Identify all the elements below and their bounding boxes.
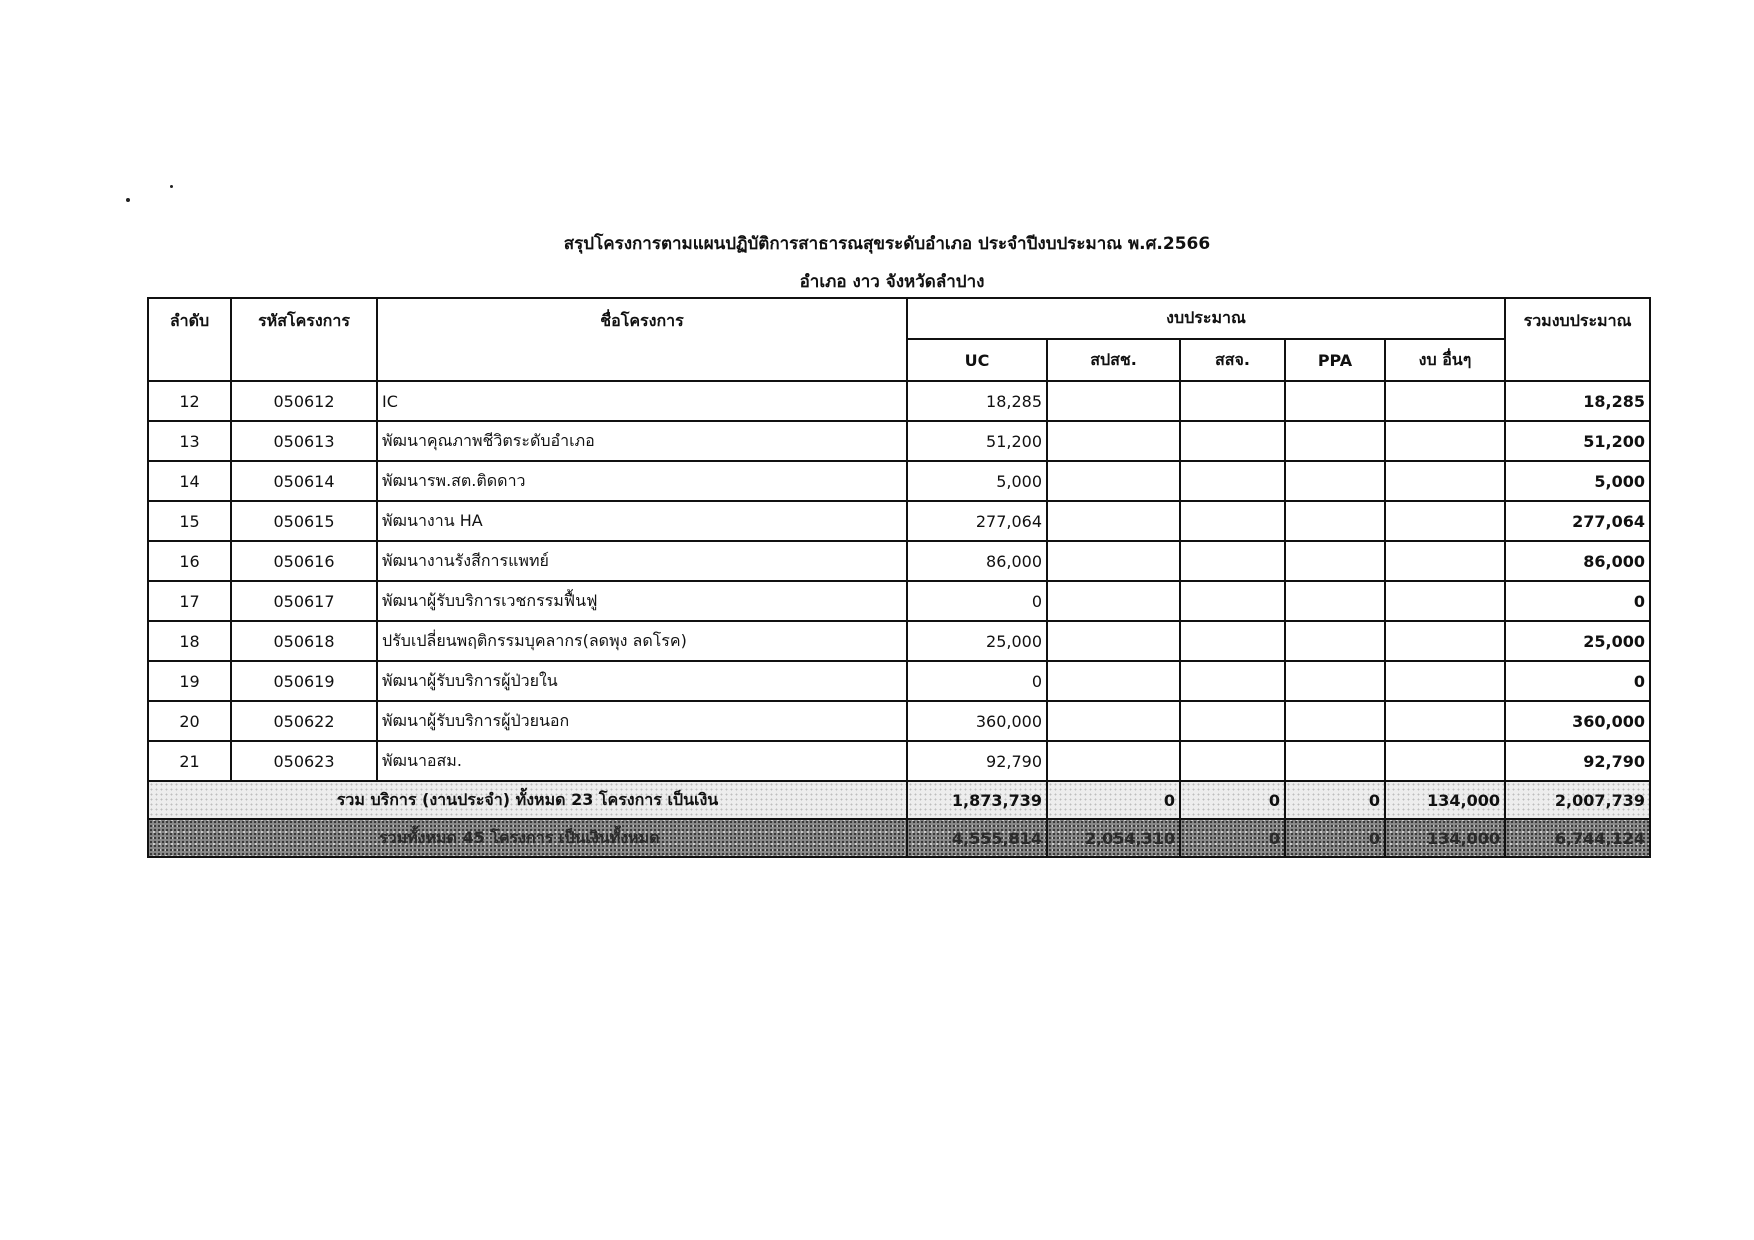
row-code: 050616 [231, 541, 377, 581]
scan-speck [126, 198, 130, 202]
row-uc: 25,000 [907, 621, 1047, 661]
row-ssj [1180, 501, 1285, 541]
service-total-sum: 2,007,739 [1505, 781, 1650, 819]
row-spsch [1047, 461, 1180, 501]
row-other [1385, 701, 1505, 741]
row-name: พัฒนางาน HA [377, 501, 907, 541]
row-code: 050612 [231, 381, 377, 421]
document-subtitle: อำเภอ งาว จังหวัดลำปาง [799, 272, 985, 292]
row-seq: 21 [148, 741, 231, 781]
row-spsch [1047, 581, 1180, 621]
row-ppa [1285, 581, 1385, 621]
row-total: 277,064 [1505, 501, 1650, 541]
header-name: ชื่อโครงการ [377, 298, 907, 381]
budget-summary-table [147, 297, 1651, 858]
row-other [1385, 541, 1505, 581]
row-total: 18,285 [1505, 381, 1650, 421]
row-seq: 17 [148, 581, 231, 621]
row-name: พัฒนางานรังสีการแพทย์ [377, 541, 907, 581]
grand-total-sum: 6,744,124 [1505, 819, 1650, 857]
row-ssj [1180, 661, 1285, 701]
grand-total-ppa: 0 [1285, 819, 1385, 857]
row-name: พัฒนาคุณภาพชีวิตระดับอำเภอ [377, 421, 907, 461]
row-seq: 16 [148, 541, 231, 581]
row-seq: 19 [148, 661, 231, 701]
scan-speck [170, 185, 173, 188]
row-total: 0 [1505, 661, 1650, 701]
row-name: ปรับเปลี่ยนพฤติกรรมบุคลากร(ลดพุง ลดโรค) [377, 621, 907, 661]
row-total: 92,790 [1505, 741, 1650, 781]
service-total-uc: 1,873,739 [907, 781, 1047, 819]
row-code: 050615 [231, 501, 377, 541]
row-ssj [1180, 541, 1285, 581]
grand-total-uc: 4,555,814 [907, 819, 1047, 857]
table-body [148, 381, 1650, 857]
table-row [148, 581, 1650, 621]
service-total-ssj: 0 [1180, 781, 1285, 819]
row-code: 050618 [231, 621, 377, 661]
row-ppa [1285, 421, 1385, 461]
row-uc: 0 [907, 581, 1047, 621]
service-total-spsch: 0 [1047, 781, 1180, 819]
row-ppa [1285, 661, 1385, 701]
grand-total-other: 134,000 [1385, 819, 1505, 857]
row-name: พัฒนาผู้รับบริการเวชกรรมฟื้นฟู [377, 581, 907, 621]
row-ssj [1180, 461, 1285, 501]
header-code: รหัสโครงการ [231, 298, 377, 381]
row-spsch [1047, 541, 1180, 581]
row-uc: 86,000 [907, 541, 1047, 581]
row-ssj [1180, 741, 1285, 781]
service-total-label: รวม บริการ (งานประจำ) ทั้งหมด 23 โครงการ เป็นเงิน [148, 781, 907, 819]
header-other: งบ อื่นๆ [1385, 339, 1505, 381]
row-seq: 20 [148, 701, 231, 741]
header-seq: ลำดับ [148, 298, 231, 381]
table-row [148, 501, 1650, 541]
row-ssj [1180, 381, 1285, 421]
table-row [148, 461, 1650, 501]
row-other [1385, 501, 1505, 541]
header-budget: งบประมาณ [907, 298, 1505, 339]
row-code: 050617 [231, 581, 377, 621]
header-total: รวมงบประมาณ [1505, 298, 1650, 381]
table-row [148, 541, 1650, 581]
table-row [148, 421, 1650, 461]
row-uc: 92,790 [907, 741, 1047, 781]
table-row [148, 741, 1650, 781]
row-spsch [1047, 421, 1180, 461]
row-seq: 18 [148, 621, 231, 661]
grand-total-spsch: 2,054,310 [1047, 819, 1180, 857]
row-code: 050623 [231, 741, 377, 781]
row-seq: 15 [148, 501, 231, 541]
row-ssj [1180, 621, 1285, 661]
row-ssj [1180, 581, 1285, 621]
row-seq: 14 [148, 461, 231, 501]
table-row [148, 381, 1650, 421]
document-title: สรุปโครงการตามแผนปฏิบัติการสาธารณสุขระดับอำเภอ ประจำปีงบประมาณ พ.ศ.2566 [563, 234, 1211, 254]
service-total-row [148, 781, 1650, 819]
row-spsch [1047, 701, 1180, 741]
row-ppa [1285, 701, 1385, 741]
header-uc: UC [907, 339, 1047, 381]
header-ppa: PPA [1285, 339, 1385, 381]
row-uc: 360,000 [907, 701, 1047, 741]
row-ssj [1180, 421, 1285, 461]
row-code: 050622 [231, 701, 377, 741]
row-other [1385, 461, 1505, 501]
row-other [1385, 621, 1505, 661]
row-total: 25,000 [1505, 621, 1650, 661]
row-code: 050613 [231, 421, 377, 461]
row-seq: 13 [148, 421, 231, 461]
row-spsch [1047, 661, 1180, 701]
row-other [1385, 421, 1505, 461]
row-ppa [1285, 741, 1385, 781]
table-row [148, 701, 1650, 741]
row-name: IC [377, 381, 907, 421]
row-name: พัฒนาอสม. [377, 741, 907, 781]
grand-total-ssj: 0 [1180, 819, 1285, 857]
row-spsch [1047, 741, 1180, 781]
grand-total-row [148, 819, 1650, 857]
row-total: 5,000 [1505, 461, 1650, 501]
row-uc: 0 [907, 661, 1047, 701]
row-ssj [1180, 701, 1285, 741]
row-spsch [1047, 381, 1180, 421]
row-ppa [1285, 541, 1385, 581]
row-total: 360,000 [1505, 701, 1650, 741]
row-uc: 51,200 [907, 421, 1047, 461]
service-total-other: 134,000 [1385, 781, 1505, 819]
row-name: พัฒนาผู้รับบริการผู้ป่วยใน [377, 661, 907, 701]
row-uc: 277,064 [907, 501, 1047, 541]
row-code: 050614 [231, 461, 377, 501]
row-spsch [1047, 621, 1180, 661]
row-name: พัฒนาผู้รับบริการผู้ป่วยนอก [377, 701, 907, 741]
row-uc: 18,285 [907, 381, 1047, 421]
grand-total-label: รวมทั้งหมด 45 โครงการ เป็นเงินทั้งหมด [148, 819, 907, 857]
row-uc: 5,000 [907, 461, 1047, 501]
header-ssj: สสจ. [1180, 339, 1285, 381]
row-total: 0 [1505, 581, 1650, 621]
row-ppa [1285, 501, 1385, 541]
table-row [148, 621, 1650, 661]
row-total: 86,000 [1505, 541, 1650, 581]
row-name: พัฒนารพ.สต.ติดดาว [377, 461, 907, 501]
header-spsch: สปสช. [1047, 339, 1180, 381]
row-spsch [1047, 501, 1180, 541]
row-ppa [1285, 381, 1385, 421]
row-ppa [1285, 621, 1385, 661]
table-row [148, 661, 1650, 701]
row-other [1385, 381, 1505, 421]
row-seq: 12 [148, 381, 231, 421]
row-other [1385, 741, 1505, 781]
row-other [1385, 581, 1505, 621]
row-code: 050619 [231, 661, 377, 701]
service-total-ppa: 0 [1285, 781, 1385, 819]
row-total: 51,200 [1505, 421, 1650, 461]
row-other [1385, 661, 1505, 701]
row-ppa [1285, 461, 1385, 501]
